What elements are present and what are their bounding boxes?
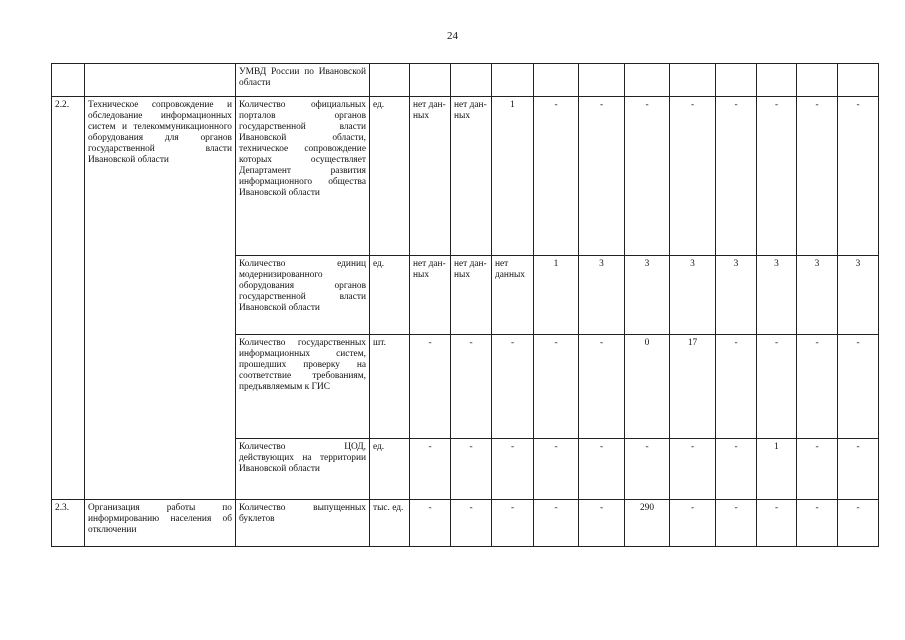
row-number-cell: 2.2.	[52, 97, 85, 500]
indicator-cell: Количество выпущенных буклетов	[236, 500, 370, 547]
value-cell: -	[716, 439, 757, 500]
value-cell: 3	[716, 256, 757, 335]
value-cell	[838, 64, 879, 97]
indicator-cell: Количество единиц модернизированного оборудования органов государственной власти Ивановской области	[236, 256, 370, 335]
value-cell	[492, 64, 534, 97]
value-cell: -	[716, 335, 757, 439]
value-cell: -	[451, 500, 492, 547]
value-cell: 3	[579, 256, 625, 335]
value-cell: 3	[797, 256, 838, 335]
value-cell: 17	[670, 335, 716, 439]
value-cell	[451, 64, 492, 97]
value-cell: -	[492, 439, 534, 500]
value-cell	[534, 64, 579, 97]
value-cell: -	[579, 500, 625, 547]
table-row	[52, 64, 879, 97]
value-cell	[670, 64, 716, 97]
unit-cell: тыс. ед.	[370, 500, 410, 547]
value-cell: -	[492, 500, 534, 547]
value-cell: -	[670, 500, 716, 547]
value-cell: -	[451, 335, 492, 439]
indicator-cell: Количество официальных порталов органов государственной власти Ивановской области, техническое сопровождение которых осуществляет Департамент развития информационного общества Ивановской области	[236, 97, 370, 256]
unit-cell: ед.	[370, 439, 410, 500]
value-cell: -	[534, 335, 579, 439]
value-cell: -	[579, 97, 625, 256]
value-cell: 1	[492, 97, 534, 256]
value-cell: -	[838, 335, 879, 439]
table-row	[52, 97, 879, 256]
value-cell: нет дан-ных	[451, 256, 492, 335]
value-cell: -	[716, 500, 757, 547]
row-number-cell	[52, 64, 85, 97]
value-cell: -	[410, 335, 451, 439]
value-cell	[579, 64, 625, 97]
measure-cell	[85, 64, 236, 97]
value-cell: нет дан-ных	[410, 256, 451, 335]
value-cell: 3	[625, 256, 670, 335]
value-cell: -	[579, 439, 625, 500]
value-cell: нет дан-ных	[451, 97, 492, 256]
value-cell: -	[838, 97, 879, 256]
value-cell: -	[797, 439, 838, 500]
value-cell	[625, 64, 670, 97]
value-cell: -	[670, 439, 716, 500]
value-cell: -	[797, 500, 838, 547]
value-cell: -	[579, 335, 625, 439]
indicator-cell: Количество государственных информационных систем, прошедших проверку на соответствие требованиям, предъявляемым к ГИС	[236, 335, 370, 439]
value-cell: -	[625, 439, 670, 500]
value-cell: нет дан-ных	[410, 97, 451, 256]
value-cell: -	[838, 439, 879, 500]
indicator-cell: УМВД России по Ивановской области	[236, 64, 370, 97]
value-cell	[757, 64, 797, 97]
value-cell: -	[757, 335, 797, 439]
unit-cell: шт.	[370, 335, 410, 439]
value-cell: 1	[757, 439, 797, 500]
table-row	[52, 500, 879, 547]
value-cell: 290	[625, 500, 670, 547]
measure-cell: Техническое сопровождение и обследование информационных систем и телекоммуникационного оборудования для органов государственной власти Ивановской области	[85, 97, 236, 500]
value-cell: -	[757, 500, 797, 547]
data-table	[51, 63, 879, 547]
value-cell: -	[625, 97, 670, 256]
value-cell: -	[757, 97, 797, 256]
value-cell: -	[670, 97, 716, 256]
value-cell: 3	[670, 256, 716, 335]
value-cell: 1	[534, 256, 579, 335]
unit-cell: ед.	[370, 97, 410, 256]
value-cell	[410, 64, 451, 97]
page-number: 24	[447, 30, 458, 42]
value-cell: 0	[625, 335, 670, 439]
measure-cell: Организация работы по информированию населения об отключении	[85, 500, 236, 547]
value-cell: -	[451, 439, 492, 500]
value-cell: -	[534, 439, 579, 500]
value-cell: -	[797, 97, 838, 256]
value-cell: -	[716, 97, 757, 256]
value-cell	[797, 64, 838, 97]
value-cell: нет данных	[492, 256, 534, 335]
value-cell	[716, 64, 757, 97]
unit-cell	[370, 64, 410, 97]
row-number-cell: 2.3.	[52, 500, 85, 547]
indicator-cell: Количество ЦОД, действующих на территории Ивановской области	[236, 439, 370, 500]
value-cell: -	[492, 335, 534, 439]
value-cell: -	[838, 500, 879, 547]
value-cell: -	[797, 335, 838, 439]
value-cell: -	[534, 500, 579, 547]
value-cell: 3	[838, 256, 879, 335]
value-cell: -	[410, 439, 451, 500]
value-cell: -	[410, 500, 451, 547]
value-cell: 3	[757, 256, 797, 335]
value-cell: -	[534, 97, 579, 256]
unit-cell: ед.	[370, 256, 410, 335]
